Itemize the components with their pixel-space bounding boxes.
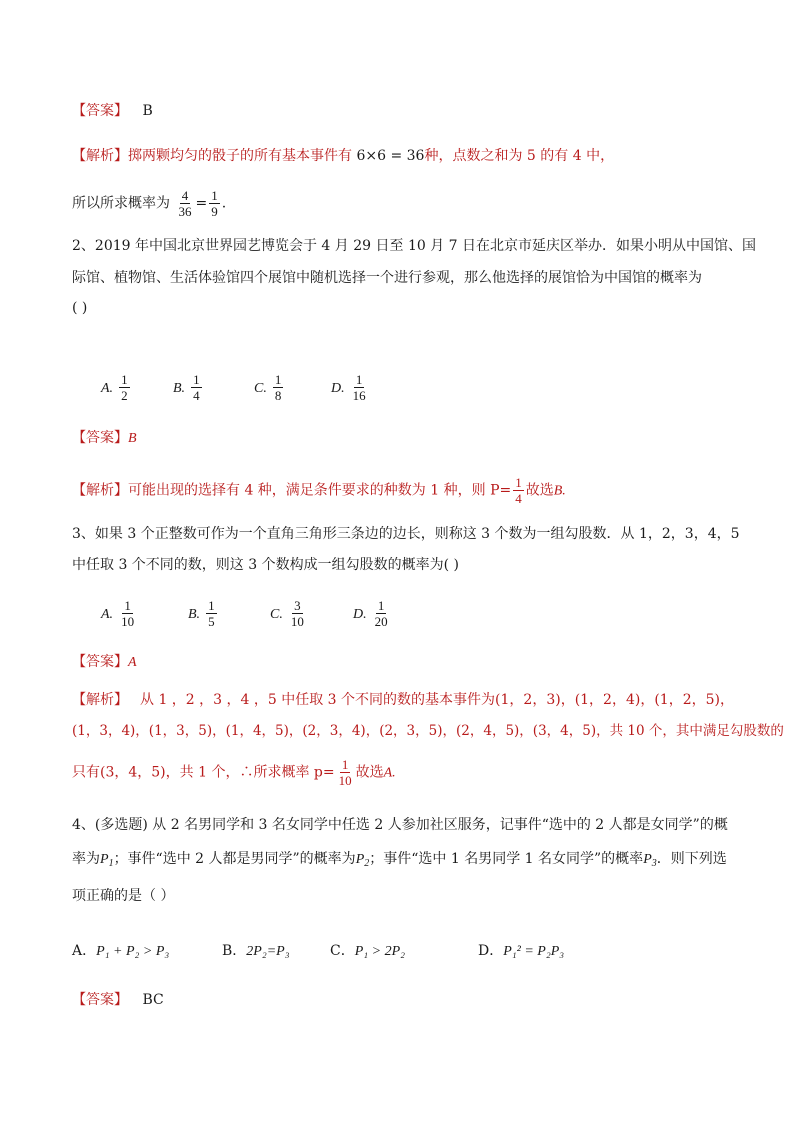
q3-stem-line1: 3、如果 3 个正整数可作为一个直角三角形三条边的边长，则称这 3 个数为一组勾股数．从 1，2，3，4，5 <box>72 526 740 542</box>
p3-symbol: $P_3$ <box>643 852 657 869</box>
q4-stem-line2: 率为$P_1$；事件“选中 2 人都是男同学”的概率为$P_2$；事件“选中 1 名男同学 1 名女同学”的概率$P_3$．则下列选 <box>72 851 727 869</box>
q3-analysis-line2: (1，3，4)，(1，3，5)，(1，4，5)，(2，3，4)，(2，3，5)，(2，4，5)，(3，4，5)，共 10 个，其中满足勾股数的 <box>72 723 784 739</box>
q2-stem-line2: 际馆、植物馆、生活体验馆四个展馆中随机选择一个进行参观，那么他选择的展馆恰为中国馆的概率为 <box>72 270 702 286</box>
q1-fraction-1-9: $\frac{1}{9}$ <box>211 188 218 219</box>
q4-answer-line <box>72 990 164 1010</box>
q3-option-c[interactable]: C. $\frac{3}{10}$ <box>270 598 304 629</box>
p1-symbol: $P_1$ <box>100 852 114 869</box>
q4-option-d[interactable]: D．P₁² = P₂P₃ <box>478 943 565 959</box>
q1-answer-line <box>72 101 153 121</box>
q2-analysis-text2: 故选 <box>525 482 554 499</box>
q3-answer-value: A <box>128 655 137 670</box>
q3-analysis-text4: 故选 <box>355 764 384 781</box>
q3-analysis-text3: 只有(3，4，5)，共 1 个，∴所求概率 p= <box>72 764 335 781</box>
q3-option-d[interactable]: D. $\frac{1}{20}$ <box>353 598 388 629</box>
q2-option-b[interactable]: B. $\frac{1}{4}$ <box>173 372 200 403</box>
q4-option-c[interactable]: C．P₁ > 2P₂ <box>330 943 406 959</box>
q3-analysis-choice: A. <box>383 765 396 781</box>
q3-analysis-fraction: $\frac{1}{10}$ <box>338 757 352 788</box>
q1-analysis-line1 <box>72 146 614 166</box>
analysis-label: 【解析】 <box>72 148 128 164</box>
q2-answer-line <box>72 428 137 449</box>
q2-option-a[interactable]: A. $\frac{1}{2}$ <box>101 372 128 403</box>
q2-stem-line1: 2、2019 年中国北京世界园艺博览会于 4 月 29 日至 10 月 7 日在北京市延庆区举办．如果小明从中国馆、国 <box>72 238 757 254</box>
answer-label: 【答案】 <box>72 103 128 119</box>
answer-label: 【答案】 <box>72 430 128 446</box>
q3-option-b[interactable]: B. $\frac{1}{5}$ <box>188 598 215 629</box>
q4-stem-line1: 4、(多选题) 从 2 名男同学和 3 名女同学中任选 2 人参加社区服务，记事件“选中的 2 人都是女同学”的概 <box>72 817 728 833</box>
q1-analysis-math: 6×6 = 36 <box>356 148 425 164</box>
q1-analysis-text3: 所以所求概率为 <box>72 195 170 212</box>
q2-option-c[interactable]: C. $\frac{1}{8}$ <box>254 372 282 403</box>
q2-stem-line3: ( ) <box>72 300 88 316</box>
q1-answer-value: B <box>142 103 153 119</box>
q1-analysis-line2 <box>72 188 226 219</box>
q3-analysis-line3 <box>72 757 396 788</box>
q2-option-d[interactable]: D. $\frac{1}{16}$ <box>331 372 366 403</box>
q1-analysis-text1: 掷两颗均匀的骰子的所有基本事件有 <box>128 148 352 164</box>
q2-analysis-choice: B. <box>553 483 566 499</box>
q2-answer-value: B <box>128 431 137 446</box>
q4-stem-line3: 项正确的是（ ） <box>72 888 175 904</box>
q3-analysis-line1 <box>72 690 734 710</box>
answer-label: 【答案】 <box>72 654 128 670</box>
analysis-label: 【解析】 <box>72 692 128 708</box>
q1-fraction-4-36: $\frac{4}{36}$ <box>178 188 192 219</box>
answer-label: 【答案】 <box>72 992 128 1008</box>
q1-analysis-text2: 种，点数之和为 5 的有 4 中， <box>424 148 615 164</box>
q4-option-a[interactable]: A．P₁ + P₂ > P₃ <box>72 943 170 959</box>
q4-option-b[interactable]: B．2P₂=P₃ <box>222 943 290 959</box>
q3-answer-line <box>72 652 137 673</box>
p2-symbol: $P_2$ <box>355 852 370 869</box>
q3-analysis-text1: 从 1 ，2 ，3 ，4 ，5 中任取 3 个不同的数的基本事件为(1，2，3)，(1，2，4)，(1，2，5)， <box>140 692 734 708</box>
q4-answer-value: BC <box>142 992 164 1008</box>
q2-analysis-fraction: $\frac{1}{4}$ <box>515 475 522 506</box>
q2-analysis-text1: 可能出现的选择有 4 种，满足条件要求的种数为 1 种，则 P= <box>128 482 512 499</box>
equals-sign: = <box>195 195 208 212</box>
period: . <box>221 195 227 212</box>
q3-option-a[interactable]: A. $\frac{1}{10}$ <box>101 598 135 629</box>
analysis-label: 【解析】 <box>72 482 128 499</box>
q3-stem-line2: 中任取 3 个不同的数，则这 3 个数构成一组勾股数的概率为( ) <box>72 557 459 573</box>
q2-analysis-line <box>72 475 566 506</box>
